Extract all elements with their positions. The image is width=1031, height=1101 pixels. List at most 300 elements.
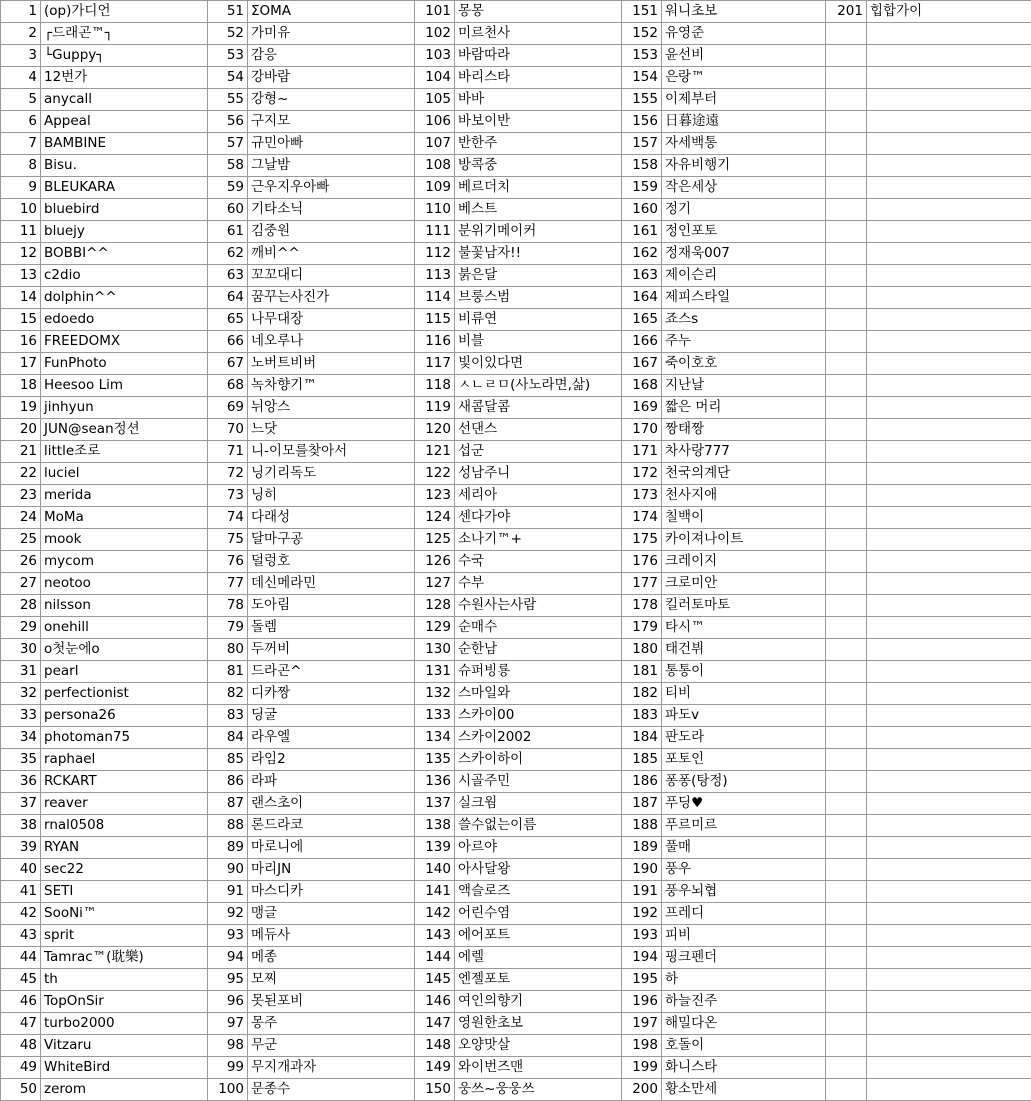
row-number-cell[interactable]: 56 bbox=[208, 111, 248, 133]
row-number-cell[interactable]: 139 bbox=[415, 837, 455, 859]
row-number-cell[interactable]: 89 bbox=[208, 837, 248, 859]
row-number-cell[interactable]: 36 bbox=[1, 771, 41, 793]
member-name-cell[interactable]: anycall bbox=[41, 89, 208, 111]
member-name-cell[interactable]: 실크웜 bbox=[455, 793, 622, 815]
member-name-cell[interactable]: 엔젤포토 bbox=[455, 969, 622, 991]
member-name-cell[interactable]: reaver bbox=[41, 793, 208, 815]
member-name-cell[interactable]: 규민아빠 bbox=[248, 133, 415, 155]
member-name-cell[interactable] bbox=[867, 23, 1031, 45]
row-number-cell[interactable] bbox=[826, 727, 867, 749]
member-name-cell[interactable]: 지난날 bbox=[662, 375, 826, 397]
member-name-cell[interactable]: 와이번즈맨 bbox=[455, 1057, 622, 1079]
member-name-cell[interactable]: RCKART bbox=[41, 771, 208, 793]
member-name-cell[interactable]: 랜스초이 bbox=[248, 793, 415, 815]
member-name-cell[interactable]: 불꽃남자!! bbox=[455, 243, 622, 265]
member-name-cell[interactable]: 어린수염 bbox=[455, 903, 622, 925]
member-name-cell[interactable]: 포토인 bbox=[662, 749, 826, 771]
row-number-cell[interactable] bbox=[826, 221, 867, 243]
row-number-cell[interactable]: 50 bbox=[1, 1079, 41, 1101]
row-number-cell[interactable]: 124 bbox=[415, 507, 455, 529]
row-number-cell[interactable]: 11 bbox=[1, 221, 41, 243]
row-number-cell[interactable]: 27 bbox=[1, 573, 41, 595]
member-name-cell[interactable]: bluejy bbox=[41, 221, 208, 243]
row-number-cell[interactable]: 25 bbox=[1, 529, 41, 551]
row-number-cell[interactable] bbox=[826, 705, 867, 727]
member-name-cell[interactable]: 마로니에 bbox=[248, 837, 415, 859]
row-number-cell[interactable]: 115 bbox=[415, 309, 455, 331]
row-number-cell[interactable] bbox=[826, 243, 867, 265]
member-name-cell[interactable]: 니-이모를찾아서 bbox=[248, 441, 415, 463]
row-number-cell[interactable]: 132 bbox=[415, 683, 455, 705]
row-number-cell[interactable]: 48 bbox=[1, 1035, 41, 1057]
member-name-cell[interactable]: perfectionist bbox=[41, 683, 208, 705]
member-name-cell[interactable]: 호돌이 bbox=[662, 1035, 826, 1057]
member-name-cell[interactable] bbox=[867, 155, 1031, 177]
member-name-cell[interactable] bbox=[867, 111, 1031, 133]
row-number-cell[interactable]: 82 bbox=[208, 683, 248, 705]
row-number-cell[interactable] bbox=[826, 45, 867, 67]
member-name-cell[interactable]: 방콕중 bbox=[455, 155, 622, 177]
member-name-cell[interactable] bbox=[867, 1079, 1031, 1101]
row-number-cell[interactable]: 180 bbox=[622, 639, 662, 661]
member-name-cell[interactable]: 마리JN bbox=[248, 859, 415, 881]
member-name-cell[interactable] bbox=[867, 463, 1031, 485]
row-number-cell[interactable] bbox=[826, 397, 867, 419]
row-number-cell[interactable]: 135 bbox=[415, 749, 455, 771]
row-number-cell[interactable]: 153 bbox=[622, 45, 662, 67]
member-name-cell[interactable] bbox=[867, 573, 1031, 595]
row-number-cell[interactable]: 145 bbox=[415, 969, 455, 991]
row-number-cell[interactable] bbox=[826, 133, 867, 155]
row-number-cell[interactable] bbox=[826, 1013, 867, 1035]
row-number-cell[interactable]: 58 bbox=[208, 155, 248, 177]
row-number-cell[interactable]: 164 bbox=[622, 287, 662, 309]
member-name-cell[interactable] bbox=[867, 749, 1031, 771]
row-number-cell[interactable]: 116 bbox=[415, 331, 455, 353]
row-number-cell[interactable]: 22 bbox=[1, 463, 41, 485]
row-number-cell[interactable]: 119 bbox=[415, 397, 455, 419]
member-name-cell[interactable]: 브룽스범 bbox=[455, 287, 622, 309]
row-number-cell[interactable]: 170 bbox=[622, 419, 662, 441]
row-number-cell[interactable]: 42 bbox=[1, 903, 41, 925]
member-name-cell[interactable]: 여인의향기 bbox=[455, 991, 622, 1013]
row-number-cell[interactable]: 100 bbox=[208, 1079, 248, 1101]
member-name-cell[interactable]: SETI bbox=[41, 881, 208, 903]
row-number-cell[interactable]: 133 bbox=[415, 705, 455, 727]
row-number-cell[interactable]: 3 bbox=[1, 45, 41, 67]
row-number-cell[interactable]: 122 bbox=[415, 463, 455, 485]
member-name-cell[interactable]: 영원한초보 bbox=[455, 1013, 622, 1035]
member-name-cell[interactable]: Vitzaru bbox=[41, 1035, 208, 1057]
row-number-cell[interactable] bbox=[826, 793, 867, 815]
row-number-cell[interactable]: 194 bbox=[622, 947, 662, 969]
member-name-cell[interactable]: bluebird bbox=[41, 199, 208, 221]
member-name-cell[interactable] bbox=[867, 661, 1031, 683]
member-name-cell[interactable]: little조로 bbox=[41, 441, 208, 463]
member-name-cell[interactable]: 쓸수없는이름 bbox=[455, 815, 622, 837]
row-number-cell[interactable]: 20 bbox=[1, 419, 41, 441]
member-name-cell[interactable]: 푸르미르 bbox=[662, 815, 826, 837]
member-name-cell[interactable]: Tamrac™(耽樂) bbox=[41, 947, 208, 969]
row-number-cell[interactable]: 120 bbox=[415, 419, 455, 441]
member-name-cell[interactable]: 론드라코 bbox=[248, 815, 415, 837]
row-number-cell[interactable] bbox=[826, 463, 867, 485]
row-number-cell[interactable]: 88 bbox=[208, 815, 248, 837]
member-name-cell[interactable]: 바리스타 bbox=[455, 67, 622, 89]
member-name-cell[interactable] bbox=[867, 375, 1031, 397]
member-name-cell[interactable]: 풍우뇌협 bbox=[662, 881, 826, 903]
row-number-cell[interactable]: 149 bbox=[415, 1057, 455, 1079]
row-number-cell[interactable]: 105 bbox=[415, 89, 455, 111]
row-number-cell[interactable] bbox=[826, 1057, 867, 1079]
member-name-cell[interactable]: 기타소닉 bbox=[248, 199, 415, 221]
member-name-cell[interactable] bbox=[867, 1057, 1031, 1079]
row-number-cell[interactable]: 6 bbox=[1, 111, 41, 133]
member-name-cell[interactable]: 오양맛살 bbox=[455, 1035, 622, 1057]
row-number-cell[interactable] bbox=[826, 375, 867, 397]
member-name-cell[interactable]: 메듀사 bbox=[248, 925, 415, 947]
row-number-cell[interactable]: 86 bbox=[208, 771, 248, 793]
row-number-cell[interactable]: 195 bbox=[622, 969, 662, 991]
row-number-cell[interactable]: 28 bbox=[1, 595, 41, 617]
row-number-cell[interactable]: 79 bbox=[208, 617, 248, 639]
row-number-cell[interactable]: 62 bbox=[208, 243, 248, 265]
row-number-cell[interactable]: 73 bbox=[208, 485, 248, 507]
member-name-cell[interactable]: 칠백이 bbox=[662, 507, 826, 529]
member-name-cell[interactable]: 판도라 bbox=[662, 727, 826, 749]
member-name-cell[interactable]: 베스트 bbox=[455, 199, 622, 221]
row-number-cell[interactable]: 23 bbox=[1, 485, 41, 507]
member-name-cell[interactable]: 日暮途遠 bbox=[662, 111, 826, 133]
row-number-cell[interactable]: 45 bbox=[1, 969, 41, 991]
row-number-cell[interactable]: 72 bbox=[208, 463, 248, 485]
member-name-cell[interactable]: sec22 bbox=[41, 859, 208, 881]
member-name-cell[interactable] bbox=[867, 397, 1031, 419]
row-number-cell[interactable]: 15 bbox=[1, 309, 41, 331]
row-number-cell[interactable]: 161 bbox=[622, 221, 662, 243]
row-number-cell[interactable]: 59 bbox=[208, 177, 248, 199]
row-number-cell[interactable]: 198 bbox=[622, 1035, 662, 1057]
member-name-cell[interactable]: 반한주 bbox=[455, 133, 622, 155]
member-name-cell[interactable]: jinhyun bbox=[41, 397, 208, 419]
row-number-cell[interactable] bbox=[826, 199, 867, 221]
member-name-cell[interactable]: Heesoo Lim bbox=[41, 375, 208, 397]
row-number-cell[interactable]: 4 bbox=[1, 67, 41, 89]
row-number-cell[interactable]: 95 bbox=[208, 969, 248, 991]
member-name-cell[interactable]: ┌드래곤™┐ bbox=[41, 23, 208, 45]
row-number-cell[interactable]: 10 bbox=[1, 199, 41, 221]
row-number-cell[interactable]: 165 bbox=[622, 309, 662, 331]
row-number-cell[interactable]: 31 bbox=[1, 661, 41, 683]
member-name-cell[interactable]: 에어포트 bbox=[455, 925, 622, 947]
row-number-cell[interactable]: 197 bbox=[622, 1013, 662, 1035]
row-number-cell[interactable]: 76 bbox=[208, 551, 248, 573]
member-name-cell[interactable]: 짧은 머리 bbox=[662, 397, 826, 419]
row-number-cell[interactable]: 85 bbox=[208, 749, 248, 771]
row-number-cell[interactable]: 167 bbox=[622, 353, 662, 375]
member-name-cell[interactable]: 다래성 bbox=[248, 507, 415, 529]
member-name-cell[interactable]: c2dio bbox=[41, 265, 208, 287]
row-number-cell[interactable] bbox=[826, 89, 867, 111]
member-name-cell[interactable] bbox=[867, 89, 1031, 111]
row-number-cell[interactable] bbox=[826, 551, 867, 573]
member-name-cell[interactable] bbox=[867, 727, 1031, 749]
member-name-cell[interactable]: 정인포토 bbox=[662, 221, 826, 243]
member-name-cell[interactable] bbox=[867, 507, 1031, 529]
member-name-cell[interactable]: 붉은달 bbox=[455, 265, 622, 287]
member-name-cell[interactable]: Bisu. bbox=[41, 155, 208, 177]
member-name-cell[interactable]: 라파 bbox=[248, 771, 415, 793]
row-number-cell[interactable] bbox=[826, 837, 867, 859]
member-name-cell[interactable]: rnal0508 bbox=[41, 815, 208, 837]
row-number-cell[interactable]: 18 bbox=[1, 375, 41, 397]
row-number-cell[interactable]: 17 bbox=[1, 353, 41, 375]
member-name-cell[interactable]: nilsson bbox=[41, 595, 208, 617]
row-number-cell[interactable]: 13 bbox=[1, 265, 41, 287]
row-number-cell[interactable] bbox=[826, 111, 867, 133]
member-name-cell[interactable]: raphael bbox=[41, 749, 208, 771]
row-number-cell[interactable]: 186 bbox=[622, 771, 662, 793]
member-name-cell[interactable] bbox=[867, 815, 1031, 837]
member-name-cell[interactable]: 정재욱007 bbox=[662, 243, 826, 265]
member-name-cell[interactable]: 천국의계단 bbox=[662, 463, 826, 485]
row-number-cell[interactable] bbox=[826, 155, 867, 177]
member-name-cell[interactable]: mook bbox=[41, 529, 208, 551]
member-name-cell[interactable] bbox=[867, 529, 1031, 551]
row-number-cell[interactable]: 121 bbox=[415, 441, 455, 463]
row-number-cell[interactable]: 102 bbox=[415, 23, 455, 45]
member-name-cell[interactable]: persona26 bbox=[41, 705, 208, 727]
member-name-cell[interactable]: 이제부터 bbox=[662, 89, 826, 111]
row-number-cell[interactable]: 187 bbox=[622, 793, 662, 815]
member-name-cell[interactable] bbox=[867, 67, 1031, 89]
member-name-cell[interactable]: 그날밤 bbox=[248, 155, 415, 177]
member-name-cell[interactable]: 무지개과자 bbox=[248, 1057, 415, 1079]
row-number-cell[interactable]: 126 bbox=[415, 551, 455, 573]
member-name-cell[interactable]: 정기 bbox=[662, 199, 826, 221]
row-number-cell[interactable]: 114 bbox=[415, 287, 455, 309]
member-name-cell[interactable]: onehill bbox=[41, 617, 208, 639]
row-number-cell[interactable]: 47 bbox=[1, 1013, 41, 1035]
row-number-cell[interactable]: 144 bbox=[415, 947, 455, 969]
member-name-cell[interactable]: BAMBINE bbox=[41, 133, 208, 155]
member-name-cell[interactable] bbox=[867, 243, 1031, 265]
row-number-cell[interactable]: 57 bbox=[208, 133, 248, 155]
member-name-cell[interactable]: FREEDOMX bbox=[41, 331, 208, 353]
row-number-cell[interactable]: 108 bbox=[415, 155, 455, 177]
row-number-cell[interactable] bbox=[826, 23, 867, 45]
member-name-cell[interactable]: 선댄스 bbox=[455, 419, 622, 441]
row-number-cell[interactable]: 83 bbox=[208, 705, 248, 727]
row-number-cell[interactable]: 123 bbox=[415, 485, 455, 507]
row-number-cell[interactable]: 200 bbox=[622, 1079, 662, 1101]
row-number-cell[interactable]: 188 bbox=[622, 815, 662, 837]
row-number-cell[interactable] bbox=[826, 1079, 867, 1101]
row-number-cell[interactable]: 37 bbox=[1, 793, 41, 815]
row-number-cell[interactable]: 92 bbox=[208, 903, 248, 925]
member-name-cell[interactable] bbox=[867, 947, 1031, 969]
row-number-cell[interactable]: 8 bbox=[1, 155, 41, 177]
row-number-cell[interactable]: 127 bbox=[415, 573, 455, 595]
member-name-cell[interactable]: 피비 bbox=[662, 925, 826, 947]
member-name-cell[interactable]: 바람따라 bbox=[455, 45, 622, 67]
member-name-cell[interactable]: 죠스s bbox=[662, 309, 826, 331]
member-name-cell[interactable]: 나무대장 bbox=[248, 309, 415, 331]
member-name-cell[interactable] bbox=[867, 551, 1031, 573]
row-number-cell[interactable]: 5 bbox=[1, 89, 41, 111]
member-name-cell[interactable] bbox=[867, 969, 1031, 991]
row-number-cell[interactable]: 184 bbox=[622, 727, 662, 749]
row-number-cell[interactable]: 87 bbox=[208, 793, 248, 815]
row-number-cell[interactable]: 21 bbox=[1, 441, 41, 463]
member-name-cell[interactable]: 카이져나이트 bbox=[662, 529, 826, 551]
row-number-cell[interactable]: 172 bbox=[622, 463, 662, 485]
member-name-cell[interactable]: edoedo bbox=[41, 309, 208, 331]
member-name-cell[interactable]: 작은세상 bbox=[662, 177, 826, 199]
member-name-cell[interactable]: 해밀다온 bbox=[662, 1013, 826, 1035]
member-name-cell[interactable]: 죽이호호 bbox=[662, 353, 826, 375]
row-number-cell[interactable]: 96 bbox=[208, 991, 248, 1013]
row-number-cell[interactable]: 12 bbox=[1, 243, 41, 265]
row-number-cell[interactable]: 54 bbox=[208, 67, 248, 89]
member-name-cell[interactable]: 모찌 bbox=[248, 969, 415, 991]
row-number-cell[interactable]: 7 bbox=[1, 133, 41, 155]
row-number-cell[interactable]: 134 bbox=[415, 727, 455, 749]
row-number-cell[interactable]: 159 bbox=[622, 177, 662, 199]
row-number-cell[interactable]: 19 bbox=[1, 397, 41, 419]
row-number-cell[interactable]: 110 bbox=[415, 199, 455, 221]
row-number-cell[interactable]: 196 bbox=[622, 991, 662, 1013]
row-number-cell[interactable]: 176 bbox=[622, 551, 662, 573]
row-number-cell[interactable]: 190 bbox=[622, 859, 662, 881]
row-number-cell[interactable]: 109 bbox=[415, 177, 455, 199]
row-number-cell[interactable]: 143 bbox=[415, 925, 455, 947]
member-name-cell[interactable]: 두꺼비 bbox=[248, 639, 415, 661]
member-name-cell[interactable]: 맹글 bbox=[248, 903, 415, 925]
row-number-cell[interactable]: 199 bbox=[622, 1057, 662, 1079]
row-number-cell[interactable] bbox=[826, 639, 867, 661]
row-number-cell[interactable]: 192 bbox=[622, 903, 662, 925]
member-name-cell[interactable]: 스카이2002 bbox=[455, 727, 622, 749]
row-number-cell[interactable]: 141 bbox=[415, 881, 455, 903]
member-name-cell[interactable] bbox=[867, 991, 1031, 1013]
row-number-cell[interactable]: 24 bbox=[1, 507, 41, 529]
row-number-cell[interactable] bbox=[826, 1035, 867, 1057]
row-number-cell[interactable] bbox=[826, 177, 867, 199]
row-number-cell[interactable]: 157 bbox=[622, 133, 662, 155]
row-number-cell[interactable] bbox=[826, 573, 867, 595]
row-number-cell[interactable]: 44 bbox=[1, 947, 41, 969]
member-name-cell[interactable]: 천사지애 bbox=[662, 485, 826, 507]
row-number-cell[interactable]: 1 bbox=[1, 1, 41, 23]
member-name-cell[interactable]: 순매수 bbox=[455, 617, 622, 639]
row-number-cell[interactable]: 98 bbox=[208, 1035, 248, 1057]
row-number-cell[interactable]: 30 bbox=[1, 639, 41, 661]
row-number-cell[interactable]: 189 bbox=[622, 837, 662, 859]
row-number-cell[interactable] bbox=[826, 881, 867, 903]
row-number-cell[interactable]: 97 bbox=[208, 1013, 248, 1035]
member-name-cell[interactable]: 성남주니 bbox=[455, 463, 622, 485]
member-name-cell[interactable]: RYAN bbox=[41, 837, 208, 859]
member-name-cell[interactable]: 섭군 bbox=[455, 441, 622, 463]
member-name-cell[interactable]: 근우지우아빠 bbox=[248, 177, 415, 199]
row-number-cell[interactable]: 156 bbox=[622, 111, 662, 133]
member-name-cell[interactable]: 짱태짱 bbox=[662, 419, 826, 441]
member-name-cell[interactable]: 황소만세 bbox=[662, 1079, 826, 1101]
row-number-cell[interactable]: 55 bbox=[208, 89, 248, 111]
member-name-cell[interactable]: 아사달왕 bbox=[455, 859, 622, 881]
member-name-cell[interactable]: 몽주 bbox=[248, 1013, 415, 1035]
row-number-cell[interactable]: 9 bbox=[1, 177, 41, 199]
row-number-cell[interactable]: 78 bbox=[208, 595, 248, 617]
row-number-cell[interactable]: 75 bbox=[208, 529, 248, 551]
member-name-cell[interactable]: 바바 bbox=[455, 89, 622, 111]
member-name-cell[interactable]: 액슬로즈 bbox=[455, 881, 622, 903]
member-name-cell[interactable]: photoman75 bbox=[41, 727, 208, 749]
row-number-cell[interactable]: 43 bbox=[1, 925, 41, 947]
row-number-cell[interactable]: 160 bbox=[622, 199, 662, 221]
member-name-cell[interactable]: 꼬꼬대디 bbox=[248, 265, 415, 287]
member-name-cell[interactable] bbox=[867, 639, 1031, 661]
row-number-cell[interactable]: 68 bbox=[208, 375, 248, 397]
row-number-cell[interactable]: 39 bbox=[1, 837, 41, 859]
member-name-cell[interactable] bbox=[867, 617, 1031, 639]
member-name-cell[interactable]: 강바람 bbox=[248, 67, 415, 89]
member-name-cell[interactable]: 돌렘 bbox=[248, 617, 415, 639]
row-number-cell[interactable]: 175 bbox=[622, 529, 662, 551]
row-number-cell[interactable] bbox=[826, 925, 867, 947]
row-number-cell[interactable]: 111 bbox=[415, 221, 455, 243]
row-number-cell[interactable]: 162 bbox=[622, 243, 662, 265]
member-name-cell[interactable]: 깨비^^ bbox=[248, 243, 415, 265]
row-number-cell[interactable] bbox=[826, 749, 867, 771]
row-number-cell[interactable]: 142 bbox=[415, 903, 455, 925]
member-name-cell[interactable]: 수부 bbox=[455, 573, 622, 595]
row-number-cell[interactable] bbox=[826, 309, 867, 331]
member-name-cell[interactable]: 웅쓰~웅웅쓰 bbox=[455, 1079, 622, 1101]
member-name-cell[interactable] bbox=[867, 837, 1031, 859]
row-number-cell[interactable] bbox=[826, 903, 867, 925]
row-number-cell[interactable]: 185 bbox=[622, 749, 662, 771]
row-number-cell[interactable]: 158 bbox=[622, 155, 662, 177]
member-name-cell[interactable]: 무군 bbox=[248, 1035, 415, 1057]
row-number-cell[interactable]: 150 bbox=[415, 1079, 455, 1101]
row-number-cell[interactable]: 177 bbox=[622, 573, 662, 595]
member-name-cell[interactable]: 태건뷔 bbox=[662, 639, 826, 661]
member-name-cell[interactable]: 풍우 bbox=[662, 859, 826, 881]
member-name-cell[interactable]: Appeal bbox=[41, 111, 208, 133]
row-number-cell[interactable]: 178 bbox=[622, 595, 662, 617]
member-name-cell[interactable]: 도아림 bbox=[248, 595, 415, 617]
row-number-cell[interactable]: 65 bbox=[208, 309, 248, 331]
member-name-cell[interactable]: 네오루나 bbox=[248, 331, 415, 353]
member-name-cell[interactable]: 소나기™+ bbox=[455, 529, 622, 551]
row-number-cell[interactable] bbox=[826, 815, 867, 837]
member-name-cell[interactable]: 녹차향기™ bbox=[248, 375, 415, 397]
row-number-cell[interactable]: 173 bbox=[622, 485, 662, 507]
member-name-cell[interactable]: turbo2000 bbox=[41, 1013, 208, 1035]
member-name-cell[interactable] bbox=[867, 353, 1031, 375]
row-number-cell[interactable]: 32 bbox=[1, 683, 41, 705]
member-name-cell[interactable] bbox=[867, 595, 1031, 617]
member-name-cell[interactable]: JUN@sean정션 bbox=[41, 419, 208, 441]
member-name-cell[interactable]: 푸딩♥ bbox=[662, 793, 826, 815]
row-number-cell[interactable]: 171 bbox=[622, 441, 662, 463]
row-number-cell[interactable]: 181 bbox=[622, 661, 662, 683]
member-name-cell[interactable]: 몽몽 bbox=[455, 1, 622, 23]
row-number-cell[interactable]: 183 bbox=[622, 705, 662, 727]
row-number-cell[interactable]: 125 bbox=[415, 529, 455, 551]
